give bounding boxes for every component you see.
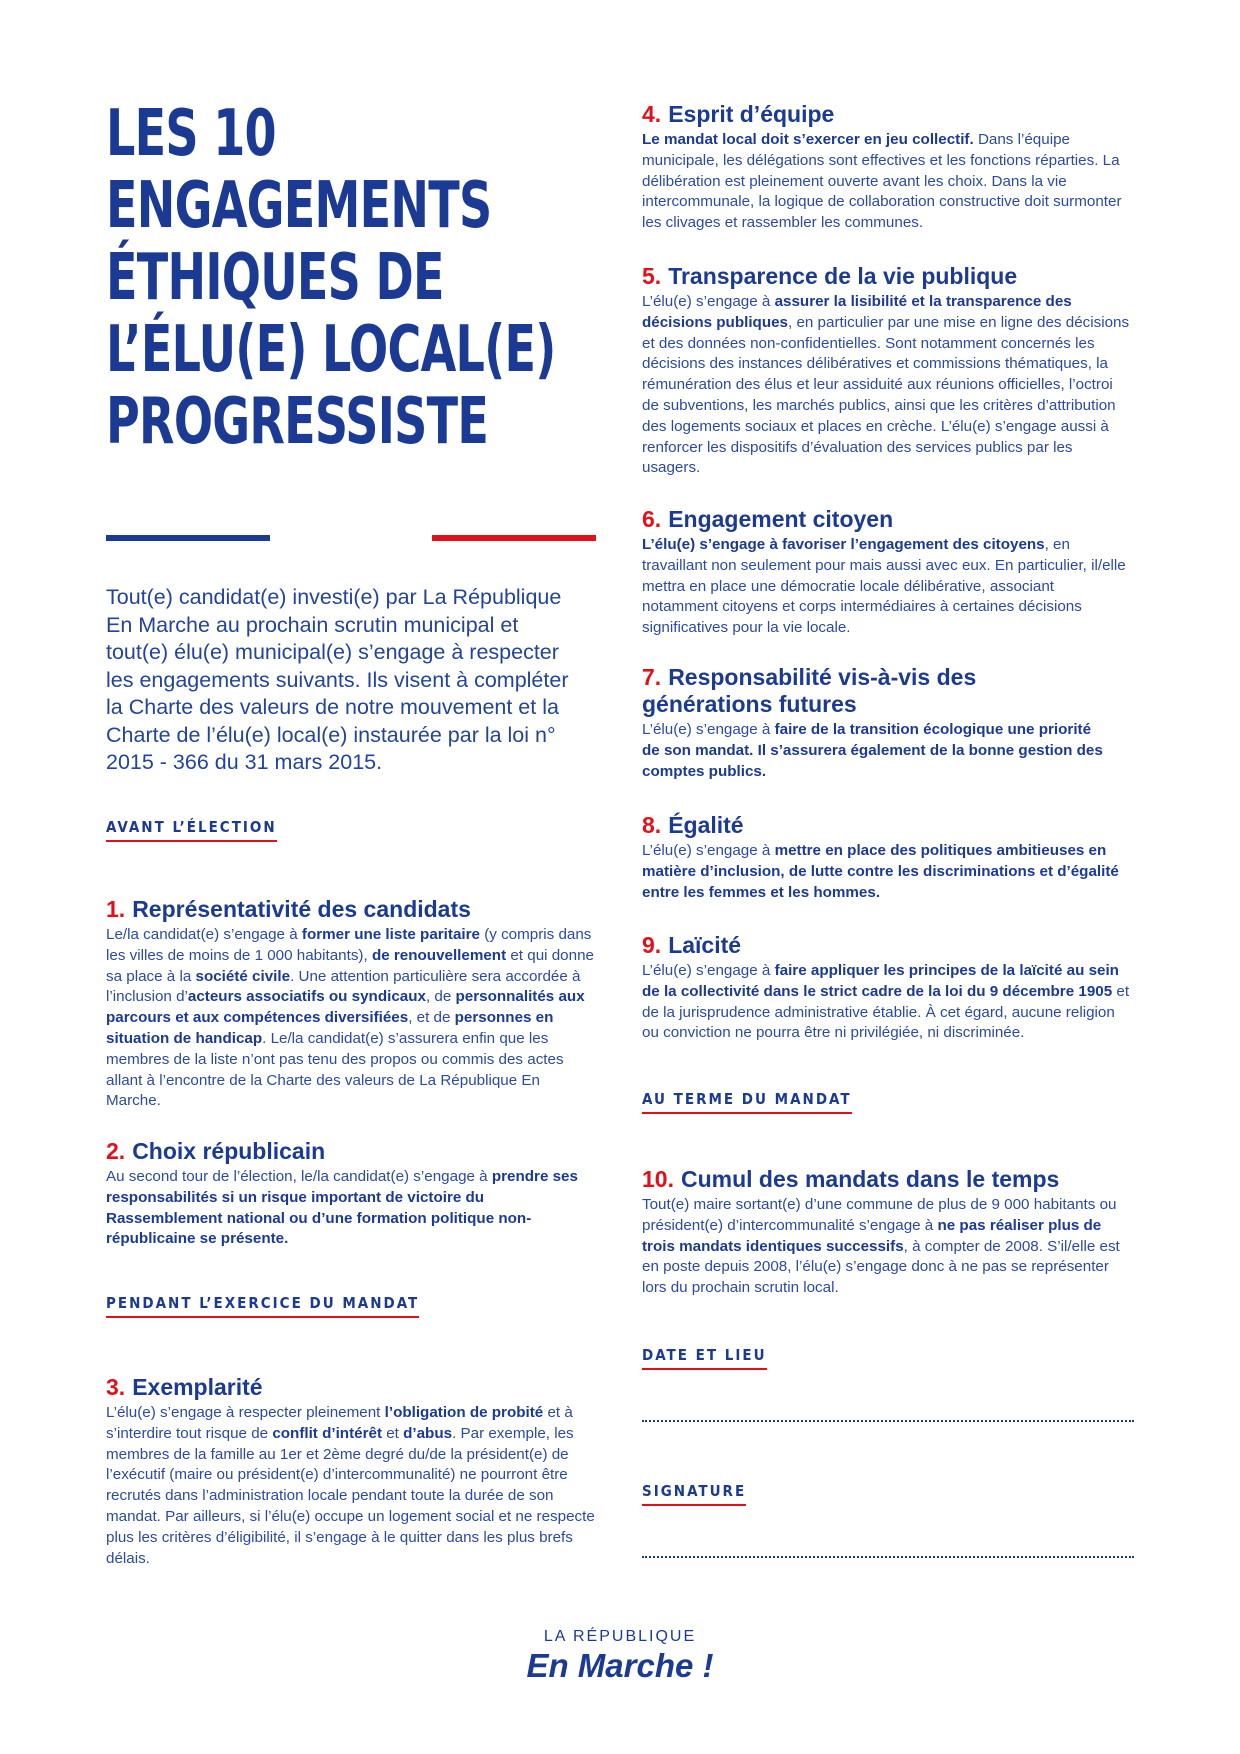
engagement-number: 4. xyxy=(642,101,662,127)
body-text: , et de xyxy=(408,1009,455,1027)
engagement-10 xyxy=(642,1166,1132,1299)
engagement-heading: Exemplarité xyxy=(132,1374,263,1400)
engagement-number: 8. xyxy=(642,812,662,838)
section-date-lieu: DATE ET LIEU xyxy=(642,1346,767,1370)
engagement-6 xyxy=(642,506,1132,639)
body-text: L’élu(e) s’engage à xyxy=(642,962,775,979)
signature-line[interactable] xyxy=(642,1556,1134,1558)
engagement-7 xyxy=(642,664,1112,782)
section-signature: SIGNATURE xyxy=(642,1482,746,1506)
logo-line-2: En Marche ! xyxy=(526,1647,714,1684)
emphasis-text: L’élu(e) s’engage à favoriser l’engagement des citoyens xyxy=(642,536,1045,553)
title-line: ÉTHIQUES DE xyxy=(106,241,444,315)
engagement-text xyxy=(642,130,1132,234)
section-avant-election: AVANT L’ÉLECTION xyxy=(106,818,277,842)
body-text: et à s’interdire tout risque de xyxy=(106,1404,573,1442)
section-pendant-mandat: PENDANT L’EXERCICE DU MANDAT xyxy=(106,1294,419,1318)
footer-logo xyxy=(0,1628,1240,1684)
emphasis-text: ne pas réaliser plus de trois mandats identiques successifs xyxy=(642,1216,1102,1255)
body-text: Dans l’équipe municipale, les délégations sont effectives et les fonctions réparties. La délibération est pleinement ouverte avant les choix. Dans la vie intercommunale, la logique de collaboration constructive doit surmonter les clivages et rassembler les communes. xyxy=(642,131,1122,232)
engagement-number: 7. xyxy=(642,664,662,690)
emphasis-text: former une liste paritaire xyxy=(301,926,480,943)
engagement-number: 10. xyxy=(642,1166,674,1192)
title-line: LES 10 xyxy=(106,97,276,171)
engagement-text xyxy=(106,1403,596,1569)
section-terme-mandat: AU TERME DU MANDAT xyxy=(642,1090,852,1114)
body-text: et qui donne sa place à la xyxy=(106,946,594,985)
body-text: . Le/la candidat(e) s’assurera enfin que les membres de la liste n’ont pas tenu des propos ou commis des actes allant à l’encontre de la Charte des valeurs de La République En Marche. xyxy=(106,1029,564,1110)
logo-line-1: LA RÉPUBLIQUE xyxy=(543,1628,697,1645)
emphasis-text: d’abus xyxy=(403,1424,453,1442)
body-text: L’élu(e) s’engage à xyxy=(642,293,775,310)
body-text: , à compter de 2008. S’il/elle est en poste depuis 2008, l’élu(e) s’engage donc à ne pas se représenter lors du prochain scrutin local. xyxy=(642,1237,1120,1297)
page-title xyxy=(106,97,556,459)
engagement-heading: Esprit d’équipe xyxy=(668,101,835,127)
engagement-title xyxy=(642,664,1112,718)
engagement-text xyxy=(642,292,1132,479)
body-text: , de xyxy=(425,988,456,1006)
body-text: et xyxy=(382,1424,404,1442)
engagement-text xyxy=(106,925,596,1112)
engagement-number: 2. xyxy=(106,1138,126,1164)
body-text: (y compris dans les villes de moins de 1 000 habitants), xyxy=(106,926,592,964)
date-lieu-line[interactable] xyxy=(642,1420,1134,1422)
emphasis-text: faire appliquer les principes de la laïcité au sein de la collectivité dans le strict cadre de la loi du 9 décembre 1905 xyxy=(642,962,1119,1000)
engagement-heading: Égalité xyxy=(668,812,744,838)
engagement-text xyxy=(642,841,1132,903)
body-text: L’élu(e) s’engage à xyxy=(642,842,775,859)
body-text: Le/la candidat(e) s’engage à xyxy=(106,926,302,943)
emphasis-text: personnalités aux parcours et aux compétences diversifiées xyxy=(106,988,585,1027)
engagement-2 xyxy=(106,1138,596,1250)
title-line: PROGRESSISTE xyxy=(106,385,489,459)
body-text: L’élu(e) s’engage à respecter pleinement xyxy=(106,1404,385,1421)
engagement-title xyxy=(106,896,596,923)
emphasis-text: personnes en situation de handicap xyxy=(106,1009,554,1047)
engagement-heading: Représentativité des candidats xyxy=(132,896,471,922)
title-line: L’ÉLU(E) LOCAL(E) xyxy=(106,313,556,387)
body-text: . Par exemple, les membres de la famille au 1er et 2ème degré du/de la président(e) de l’exécutif (maire ou président(e) d’intercommunalité) ne pourront être recrutés dans l’administration locale pendant toute la durée de son mandat. Par ailleurs, si l’élu(e) occupe un logement social et ne respecte plus les critères d’éligibilité, il s’engage à le quitter dans les plus brefs délais. xyxy=(106,1424,595,1567)
engagement-text xyxy=(642,720,1112,782)
engagement-title xyxy=(642,1166,1132,1193)
engagement-number: 5. xyxy=(642,263,662,289)
engagement-5 xyxy=(642,263,1132,479)
body-text: et de la jurisprudence administrative établie. À cet égard, aucune religion ou conviction ne pourra être ni privilégiée, ni discriminée. xyxy=(642,982,1130,1042)
engagement-text xyxy=(642,1195,1132,1299)
engagement-number: 9. xyxy=(642,932,662,958)
engagement-text xyxy=(106,1167,596,1250)
emphasis-text: mettre en place des politiques ambitieuses en matière d’inclusion, de lutte contre les discriminations et d’égalité entre les femmes et les hommes. xyxy=(642,842,1119,901)
body-text: Tout(e) maire sortant(e) d’une commune de plus de 9 000 habitants ou président(e) d’intercommunalité s’engage à xyxy=(642,1196,1117,1234)
engagement-8 xyxy=(642,812,1132,903)
engagement-heading: Laïcité xyxy=(668,932,742,958)
emphasis-text: l’obligation de probité xyxy=(384,1404,544,1421)
emphasis-text: société civile xyxy=(195,967,291,985)
engagement-title xyxy=(642,263,1132,290)
engagement-title xyxy=(642,932,1132,959)
body-text: , en particulier par une mise en ligne des décisions et des données non-confidentielles. Sont notamment concernés les décisions des instances délibératives et commissions thématiques, la rémunération des élus et leur assiduité aux réunions officielles, l’octroi de subventions, les marchés publics, ainsi que les critères d’attribution des logements sociaux et places en crèche. L’élu(e) s’engage aussi à renforcer les dispositifs d’évaluation des services publics par les usagers. xyxy=(642,313,1130,477)
emphasis-text: faire de la transition écologique une priorité de son mandat. Il s’assurera également de la bonne gestion des comptes publics. xyxy=(642,721,1103,780)
blue-divider xyxy=(106,535,270,541)
emphasis-text: acteurs associatifs ou syndicaux xyxy=(187,988,426,1006)
engagement-text xyxy=(642,961,1132,1044)
engagement-number: 1. xyxy=(106,896,126,922)
title-line: ENGAGEMENTS xyxy=(106,169,492,243)
emphasis-text: Le mandat local doit s’exercer en jeu collectif. xyxy=(642,131,974,148)
engagement-title xyxy=(642,506,1132,533)
engagement-heading: Transparence de la vie publique xyxy=(668,263,1018,289)
red-divider xyxy=(432,535,596,541)
body-text: , en travaillant non seulement pour mais aussi avec eux. En particulier, il/elle mettra en place une démocratie locale délibérative, associant notamment citoyens et corps intermédiaires à certaines décisions significatives pour la vie locale. xyxy=(642,536,1126,637)
engagement-heading: Responsabilité vis-à-vis des générations futures xyxy=(642,664,977,717)
engagement-3 xyxy=(106,1374,596,1569)
engagement-9 xyxy=(642,932,1132,1044)
engagement-heading: Engagement citoyen xyxy=(668,506,894,532)
body-text: Au second tour de l’élection, le/la candidat(e) s’engage à xyxy=(106,1168,492,1185)
intro-paragraph: Tout(e) candidat(e) investi(e) par La République En Marche au prochain scrutin municipal et tout(e) élu(e) municipal(e) s’engage à respecter les engagements suivants. Ils visent à compléter la Charte des valeurs de notre mouvement et la Charte de l’élu(e) local(e) instaurée par la loi n° 2015 - 366 du 31 mars 2015. xyxy=(106,585,569,774)
engagement-1 xyxy=(106,896,596,1112)
engagement-number: 6. xyxy=(642,506,662,532)
engagement-heading: Cumul des mandats dans le temps xyxy=(680,1166,1060,1192)
engagement-heading: Choix républicain xyxy=(132,1138,326,1164)
emphasis-text: de renouvellement xyxy=(371,946,507,964)
engagement-text xyxy=(642,535,1132,639)
engagement-4 xyxy=(642,101,1132,234)
engagement-title xyxy=(106,1374,596,1401)
engagement-title xyxy=(106,1138,596,1165)
emphasis-text: prendre ses responsabilités si un risque important de victoire du Rassemblement national ou d’une formation politique non-républicaine se présente. xyxy=(106,1168,578,1248)
emphasis-text: assurer la lisibilité et la transparence des décisions publiques xyxy=(642,293,1072,331)
body-text: L’élu(e) s’engage à xyxy=(642,721,775,738)
engagement-title xyxy=(642,101,1132,128)
emphasis-text: conflit d’intérêt xyxy=(272,1424,382,1442)
engagement-number: 3. xyxy=(106,1374,126,1400)
engagement-title xyxy=(642,812,1132,839)
body-text: . Une attention particulière sera accordée à l’inclusion d’ xyxy=(106,967,581,1006)
